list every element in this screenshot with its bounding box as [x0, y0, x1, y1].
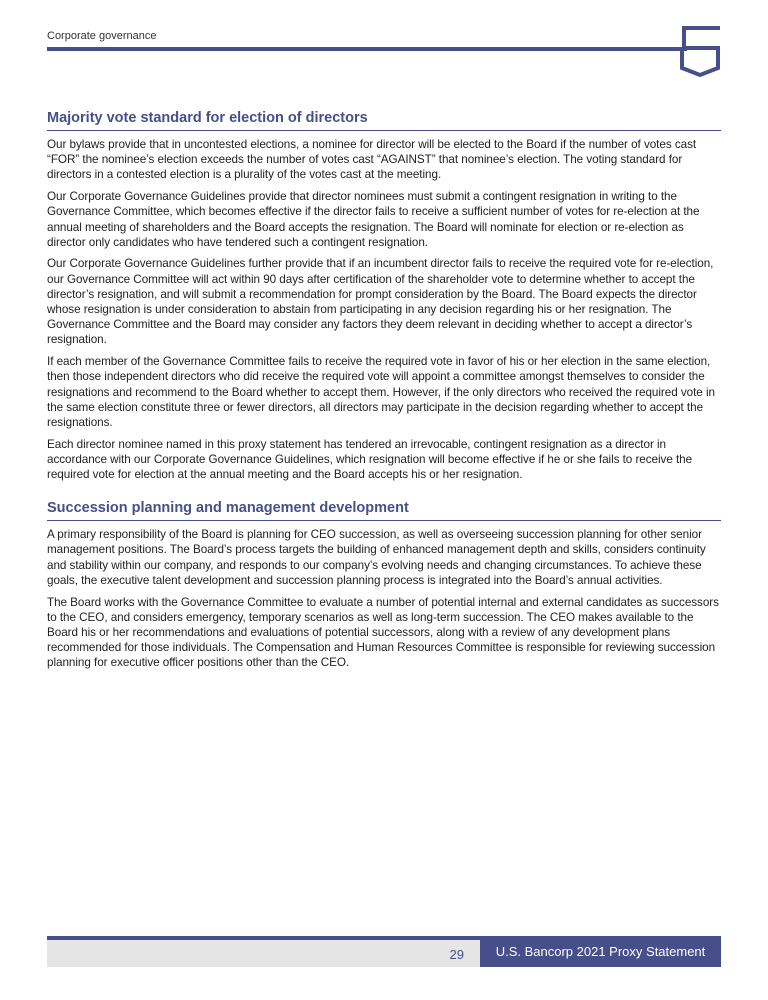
section-heading: Succession planning and management development	[47, 500, 721, 521]
shield-logo-icon	[680, 26, 722, 78]
paragraph: Our Corporate Governance Guidelines provide that director nominees must submit a contingent resignation in writing to the Governance Committee, which becomes effective if the director fails to receive a sufficient number of votes for re-election at the annual meeting of shareholders and the Board accepts the resignation. The Board will nominate for election or re-election as director only candidates who have tendered such a contingent resignation.	[47, 190, 700, 249]
section-majority-vote	[47, 110, 721, 482]
page-number: 29	[449, 947, 464, 962]
document-title: U.S. Bancorp 2021 Proxy Statement	[480, 936, 721, 967]
paragraph: Each director nominee named in this proxy statement has tendered an irrevocable, contingent resignation as a director in accordance with our Corporate Governance Guidelines, which resignation will become effective if he or she fails to receive the required vote for election at the annual meeting and the Board accepts his or her resignation.	[47, 437, 693, 482]
running-header: Corporate governance	[47, 30, 157, 42]
page-footer	[47, 936, 721, 967]
paragraph: If each member of the Governance Committee fails to receive the required vote in favor of his or her election in the same election, then those independent directors who did receive the required vote will appoint a committee amongst themselves to consider the resignations and recommend to the Board whether to accept them. However, if the only directors who received the required vote in the same election constitute three or fewer directors, all directors may participate in the decision regarding whether to accept the resignations.	[47, 355, 715, 429]
paragraph: Our bylaws provide that in uncontested elections, a nominee for director will be elected to the Board if the number of votes cast “FOR” the nominee’s election exceeds the number of votes cast “AGAINST” that nominee’s election. The voting standard for directors in a contested election is a plurality of the votes cast at the meeting.	[47, 138, 697, 182]
paragraph: The Board works with the Governance Committee to evaluate a number of potential internal and external candidates as successors to the CEO, and considers emergency, temporary scenarios as well as long-term succession. The CEO makes available to the Board his or her recommendations and evaluations of potential successors, along with a review of any development plans recommended for those individuals. The Compensation and Human Resources Committee is responsible for reviewing succession planning for executive officer positions other than the CEO.	[47, 595, 719, 670]
header-rule	[47, 47, 687, 51]
section-heading: Majority vote standard for election of directors	[47, 110, 721, 131]
paragraph: A primary responsibility of the Board is planning for CEO succession, as well as overseeing succession planning for other senior management positions. The Board’s process targets the building of enhanced management depth and skills, considers continuity and stability within our company, and responds to our company’s evolving needs and changing circumstances. To achieve these goals, the executive talent development and succession planning process is integrated into the Board’s annual activities.	[47, 528, 706, 587]
paragraph: Our Corporate Governance Guidelines further provide that if an incumbent director fails to receive the required vote for re-election, our Governance Committee will act within 90 days after certification of the shareholder vote to determine whether to accept the director’s resignation, and will submit a recommendation for prompt consideration by the Board. The Board expects the director whose resignation is under consideration to abstain from participating in any decision regarding his or her resignation. The Governance Committee and the Board may consider any factors they deem relevant in deciding whether to accept a director’s resignation.	[47, 257, 714, 347]
main-content	[47, 110, 721, 677]
section-succession-planning	[47, 500, 721, 670]
